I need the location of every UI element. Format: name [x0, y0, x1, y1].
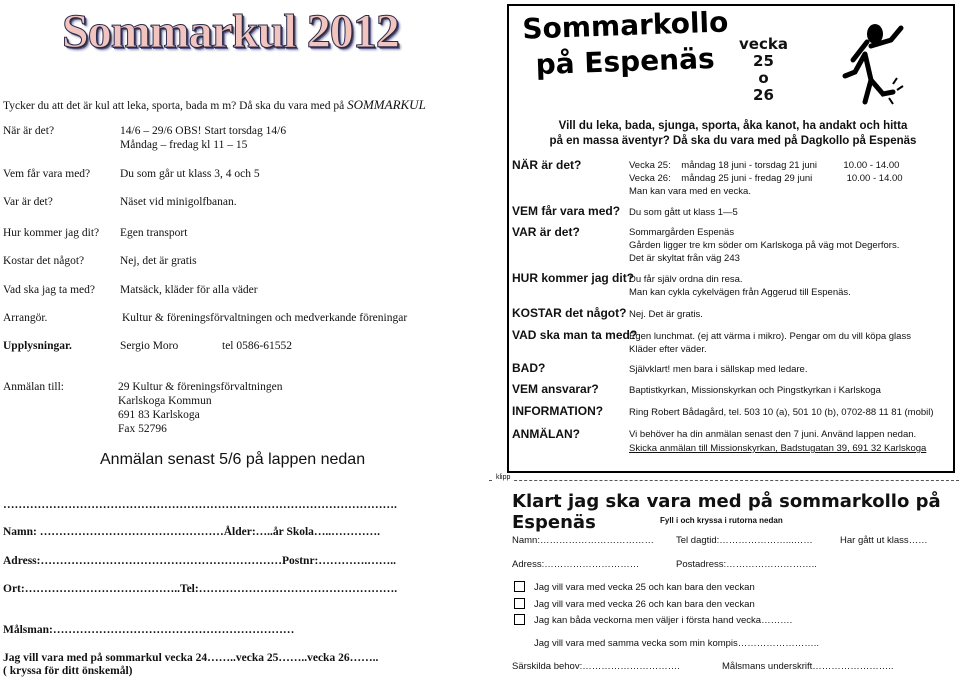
row-value-when-2: Måndag – fredag kl 11 – 15 [120, 139, 248, 151]
poster-anmalan-1: Vi behöver ha din anmälan senast den 7 juni. Använd lappen nedan. [629, 429, 917, 440]
check-label-week26: Jag vill vara med vecka 26 och kan bara den veckan [534, 599, 755, 610]
checkbox-week26[interactable] [514, 598, 525, 609]
poster-weeks [739, 36, 788, 104]
row-value-where: Näset vid minigolfbanan. [120, 196, 237, 208]
poster-title-line2: på Espenäs [535, 41, 716, 82]
form-title: Klart jag ska vara med på sommarkollo på Espenäs [512, 491, 941, 533]
poster-label-bad: BAD? [512, 361, 546, 375]
poster-info-1: Ring Robert Bådagård, tel. 503 10 (a), 501 10 (b), 0702-88 11 81 (mobil) [629, 407, 934, 418]
weeks-26: 26 [753, 86, 774, 104]
klipp-label: klipp [496, 474, 511, 481]
form-cut-line: …………………………………………………………………………………………. [3, 499, 397, 511]
row-value-phone: tel 0586-61552 [222, 340, 292, 352]
form-namn[interactable]: Namn: …………………………………………Ålder:…..år Skola…..…………. [3, 526, 381, 538]
poster-label-hur: HUR kommer jag dit? [512, 271, 635, 285]
right-sarskilda-field[interactable]: Särskilda behov:…………………………. [512, 661, 680, 672]
row-label-bring: Vad ska jag ta med? [3, 284, 95, 296]
row-value-how: Egen transport [120, 227, 188, 239]
weeks-label: vecka [739, 35, 788, 53]
row-value-organizer: Kultur & föreningsförvaltningen och medverkande föreningar [122, 312, 408, 324]
anmalan-line-3: 691 83 Karlskoga [118, 409, 200, 421]
row-label-organizer: Arrangör. [3, 312, 48, 324]
intro-brand: SOMMARKUL [347, 97, 426, 112]
poster-label-anmalan: ANMÄLAN? [512, 427, 580, 441]
poster-intro-2: på en massa äventyr? Då ska du vara med på Dagkollo på Espenäs [549, 135, 917, 147]
poster-nar-3: Man kan vara med en vecka. [629, 186, 751, 197]
poster-hur-2: Man kan cykla cykelvägen från Aggerud till Espenäs. [629, 287, 851, 298]
intro-text: Tycker du att det är kul att leka, sporta, bada m m? Då ska du vara med på [3, 100, 348, 112]
right-klass-field[interactable]: Har gått ut klass…… [840, 535, 928, 546]
left-title: Sommarkul 2012 [62, 5, 399, 58]
check-label-both: Jag kan båda veckorna men väljer i första hand vecka………. [534, 615, 793, 626]
poster-var-3: Det är skyltat från väg 243 [629, 253, 740, 264]
poster-title [522, 4, 730, 83]
poster-label-ansvar: VEM ansvarar? [512, 382, 599, 396]
anmalan-label: Anmälan till: [3, 381, 65, 393]
right-tel-field[interactable]: Tel dagtid:…………………...…… [676, 535, 813, 546]
form-ort[interactable]: Ort:…………………………………..Tel:……………………………………………. [3, 583, 398, 595]
right-adress-field[interactable]: Adress:………………………… [512, 559, 640, 570]
form-kryssa: ( kryssa för ditt önskemål) [3, 665, 133, 677]
weeks-o: o [758, 69, 769, 87]
poster [507, 4, 955, 473]
poster-nar-1: Vecka 25: måndag 18 juni - torsdag 21 juni 10.00 - 14.00 [629, 160, 900, 171]
check-label-week25: Jag vill vara med vecka 25 och kan bara den veckan [534, 582, 755, 593]
row-label-who: Vem får vara med? [3, 168, 91, 180]
right-postadress-field[interactable]: Postadress:……………………….. [676, 559, 817, 570]
poster-nar-2: Vecka 26: måndag 25 juni - fredag 29 juni 10.00 - 14.00 [629, 173, 903, 184]
row-label-how: Hur kommer jag dit? [3, 227, 100, 239]
row-value-bring: Matsäck, kläder för alla väder [120, 284, 258, 296]
dancing-figure-icon [827, 20, 907, 110]
weeks-25: 25 [753, 52, 774, 70]
row-label-when: När är det? [3, 125, 55, 137]
check-label-friend: Jag vill vara med samma vecka som min kompis…………………….. [534, 638, 820, 649]
poster-label-vem: VEM får vara med? [512, 204, 621, 218]
row-label-cost: Kostar det något? [3, 255, 85, 267]
poster-title-line1: Sommarkollo [521, 5, 729, 46]
anmalan-line-2: Karlskoga Kommun [118, 395, 212, 407]
poster-label-var: VAR är det? [512, 225, 580, 239]
left-intro [3, 97, 426, 113]
anmalan-line-4: Fax 52796 [118, 423, 167, 435]
poster-label-nar: NÄR är det? [512, 158, 582, 172]
row-value-when: 14/6 – 29/6 OBS! Start torsdag 14/6 [120, 125, 287, 137]
cut-line [489, 480, 959, 481]
poster-var-1: Sommargården Espenäs [629, 227, 735, 238]
poster-intro-1: Vill du leka, bada, sjunga, sporta, åka kanot, ha andakt och hitta [558, 120, 908, 132]
form-subtitle: Fyll i och kryssa i rutorna nedan [660, 516, 783, 525]
row-label-where: Var är det? [3, 196, 53, 208]
deadline: Anmälan senast 5/6 på lappen nedan [100, 451, 366, 468]
checkbox-week25[interactable] [514, 581, 525, 592]
poster-kostar-1: Nej. Det är gratis. [629, 309, 703, 320]
form-malsman[interactable]: Målsman:……………………………………………………… [3, 624, 295, 636]
poster-vad-1: Egen lunchmat. (ej att värma i mikro). Pengar om du vill köpa glass [629, 331, 911, 342]
poster-ansvar-1: Baptistkyrkan, Missionskyrkan och Pingstkyrkan i Karlskoga [629, 385, 881, 396]
poster-bad-1: Självklart! men bara i sällskap med ledare. [629, 364, 808, 375]
form-adress[interactable]: Adress:………………………………………………………Postnr:………….…….. [3, 555, 397, 567]
poster-intro [509, 119, 957, 149]
poster-label-info: INFORMATION? [512, 404, 604, 418]
row-value-who: Du som går ut klass 3, 4 och 5 [120, 168, 260, 180]
poster-vem-1: Du som gått ut klass 1—5 [629, 207, 738, 218]
poster-anmalan-2: Skicka anmälan till Missionskyrkan, Badstugatan 39, 691 32 Karlskoga [629, 443, 927, 454]
right-namn-field[interactable]: Namn:……………………………… [512, 535, 654, 546]
form-vecka[interactable]: Jag vill vara med på sommarkul vecka 24……..vecka 25……..vecka 26…….. [3, 652, 379, 664]
row-value-cost: Nej, det är gratis [120, 255, 197, 267]
poster-var-2: Gården ligger tre km söder om Karlskoga på väg mot Degerfors. [629, 240, 900, 251]
row-label-info: Upplysningar. [3, 340, 72, 352]
checkbox-both[interactable] [514, 614, 525, 625]
anmalan-line-1: 29 Kultur & föreningsförvaltningen [118, 381, 283, 393]
poster-label-kostar: KOSTAR det något? [512, 306, 627, 320]
poster-hur-1: Du får själv ordna din resa. [629, 274, 743, 285]
row-value-info: Sergio Moro [120, 340, 179, 352]
poster-label-vad: VAD ska man ta med? [512, 328, 638, 342]
right-underskrift-field[interactable]: Målsmans underskrift…………………….. [722, 661, 894, 672]
poster-vad-2: Kläder efter väder. [629, 344, 707, 355]
